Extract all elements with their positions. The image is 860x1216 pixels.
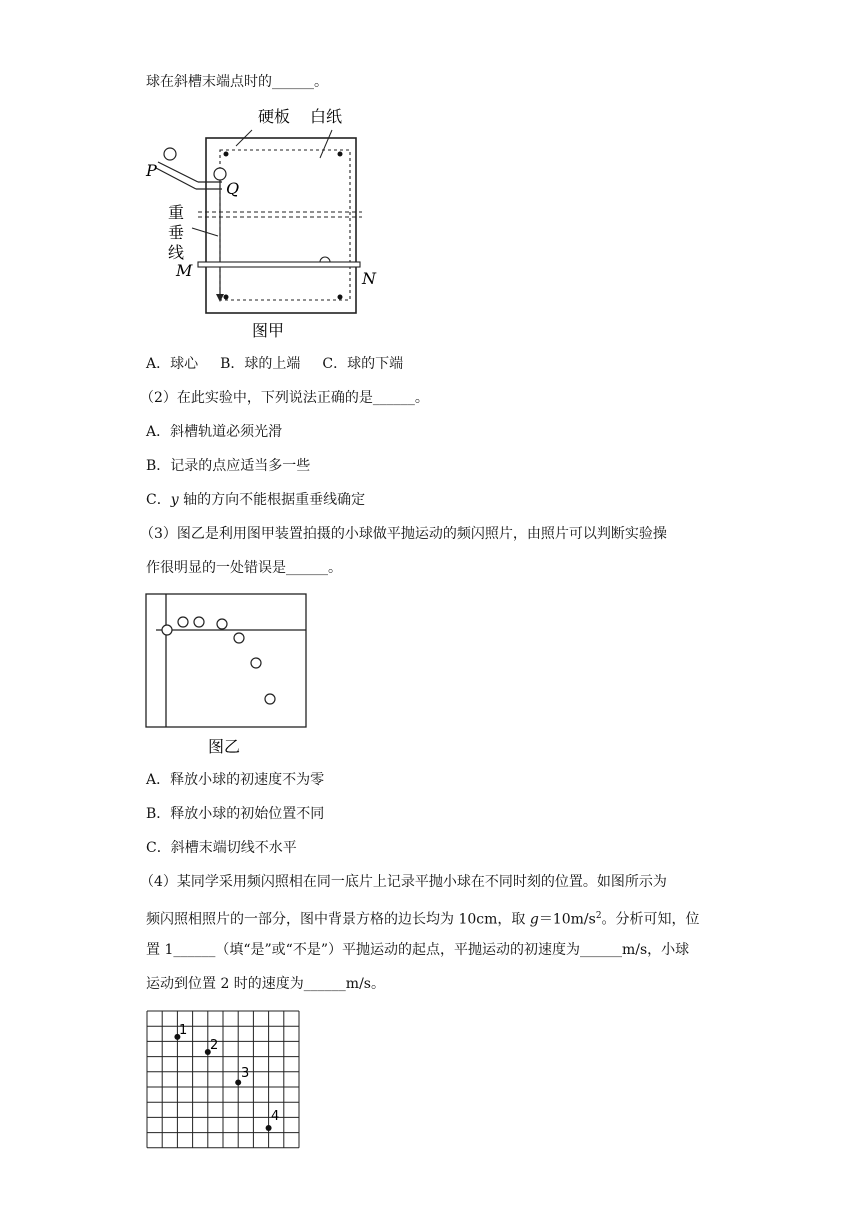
q2-option-c: C．y 轴的方向不能根据重垂线确定 (146, 492, 366, 508)
figure-yi (140, 588, 320, 763)
grid-point-4 (266, 1125, 272, 1131)
label-p: P (146, 161, 157, 180)
caption-jia: 图甲 (252, 321, 285, 340)
figure-grid (146, 1010, 306, 1150)
hard-board (206, 138, 356, 313)
label-plumb-3: 线 (168, 243, 185, 262)
white-paper (220, 150, 350, 300)
q4-line1: （4）某同学采用频闪照相在同一底片上记录平抛小球在不同时刻的位置。如图所示为 (140, 874, 667, 890)
q3-stem-line1: （3）图乙是利用图甲装置拍摄的小球做平抛运动的频闪照片，由照片可以判断实验操 (140, 526, 667, 542)
label-paper: 白纸 (310, 107, 343, 126)
label-plumb-2: 垂 (168, 223, 185, 242)
point-label-2: 2 (210, 1038, 219, 1053)
q1-intro: 球在斜槽末端点时的______。 (146, 74, 328, 90)
label-q: Q (226, 179, 240, 198)
point-label-3: 3 (241, 1066, 250, 1081)
label-m: M (176, 261, 193, 280)
photo-frame (146, 594, 306, 727)
q1-options (146, 354, 403, 374)
caption-yi: 图乙 (208, 737, 241, 756)
bar-mn (198, 262, 360, 267)
label-board: 硬板 (258, 107, 291, 126)
q2-stem: （2）在此实验中，下列说法正确的是______。 (140, 390, 429, 406)
figure-jia (140, 100, 380, 345)
q4-line3: 置 1______（填“是”或“不是”）平抛运动的起点，平抛运动的初速度为______m/s，小球 (146, 942, 690, 958)
q3-option-a: A．释放小球的初速度不为零 (146, 772, 325, 788)
q3-option-c: C．斜槽末端切线不水平 (146, 840, 297, 856)
q1-option-b: B．球的上端 (220, 356, 301, 372)
point-label-1: 1 (179, 1023, 188, 1038)
q2-option-a: A．斜槽轨道必须光滑 (146, 424, 283, 440)
q4-line2: 频闪照相照片的一部分，图中背景方格的边长均为 10cm，取 $g=10m/s^2$。分析可知，位 (146, 911, 700, 928)
q1-option-c: C．球的下端 (322, 356, 404, 372)
q2-option-b: B．记录的点应适当多一些 (146, 458, 311, 474)
q3-stem-line2: 作很明显的一处错误是______。 (146, 560, 342, 576)
ball-top (164, 148, 176, 160)
q3-option-b: B．释放小球的初始位置不同 (146, 806, 325, 822)
label-plumb-1: 重 (168, 203, 185, 222)
point-label-4: 4 (271, 1109, 280, 1124)
q1-option-a: A．球心 (146, 356, 199, 372)
q4-line4: 运动到位置 2 时的速度为______m/s。 (146, 976, 385, 992)
ball-q (214, 168, 226, 180)
label-n: N (362, 269, 376, 288)
